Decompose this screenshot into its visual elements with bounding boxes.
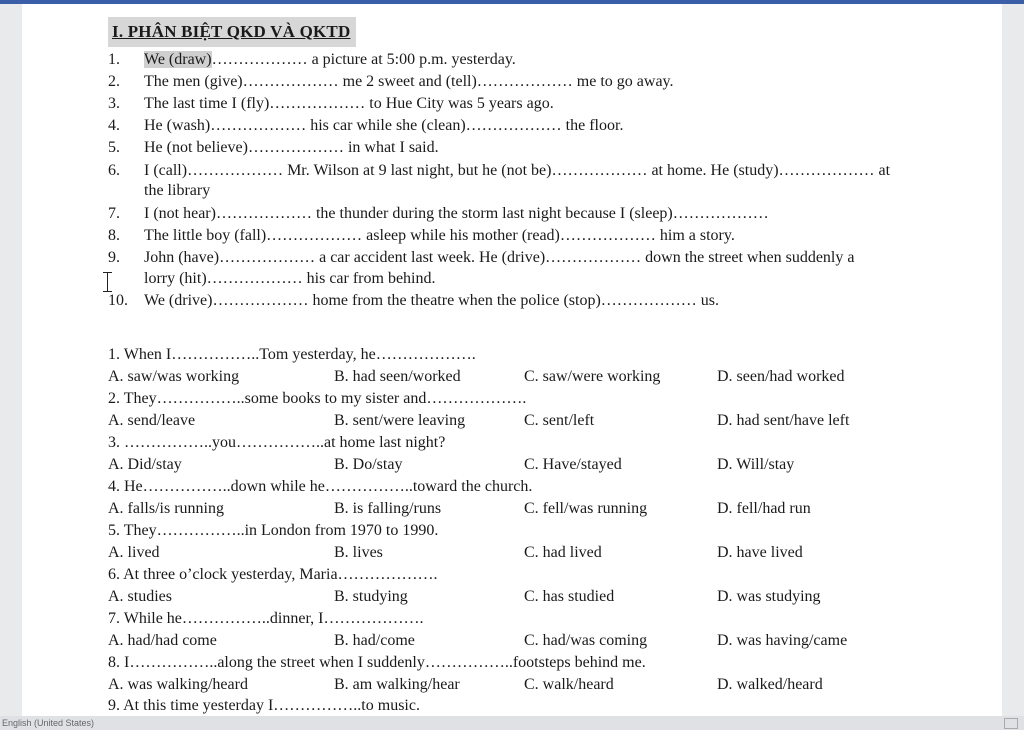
item-number: 7. xyxy=(108,205,120,222)
mc-question-4: 4. He……………..down while he……………..toward the church. xyxy=(108,478,533,495)
mc-option-d: D. was studying xyxy=(717,588,821,605)
item-text: He (wash)……………… his car while she (clean)……………… the floor. xyxy=(144,117,624,134)
item-text: The little boy (fall)……………… asleep while his mother (read)……………… him a story. xyxy=(144,227,735,244)
item-number: 1. xyxy=(108,51,120,68)
mc-option-c: C. Have/stayed xyxy=(524,456,622,473)
mc-question-6: 6. At three o’clock yesterday, Maria………………. xyxy=(108,566,438,583)
mc-option-b: B. is falling/runs xyxy=(334,500,442,517)
mc-option-a: A. send/leave xyxy=(108,412,196,429)
mc-option-a: A. falls/is running xyxy=(108,500,224,517)
item-number: 10. xyxy=(108,292,128,309)
mc-option-c: C. saw/were working xyxy=(524,368,661,385)
mc-option-a: A. Did/stay xyxy=(108,456,182,473)
text-cursor-icon xyxy=(103,272,112,292)
mc-question-8: 8. I……………..along the street when I suddenly……………..footsteps behind me. xyxy=(108,654,646,671)
mc-question-5: 5. They……………..in London from 1970 to 1990. xyxy=(108,522,439,539)
mc-option-a: A. saw/was working xyxy=(108,368,240,385)
mc-option-a: A. lived xyxy=(108,544,160,561)
item-text: We (drive)……………… home from the theatre when the police (stop)……………… us. xyxy=(144,292,720,309)
item-text: I (not hear)……………… the thunder during the storm last night because I (sleep)……………… xyxy=(144,205,769,222)
language-indicator[interactable]: English (United States) xyxy=(2,718,95,728)
mc-option-c: C. fell/was running xyxy=(524,500,648,517)
mc-question-1: 1. When I……………..Tom yesterday, he………………. xyxy=(108,346,476,363)
mc-option-d: D. was having/came xyxy=(717,632,848,649)
mc-option-c: C. sent/left xyxy=(524,412,595,429)
item-text: ……………… a picture at 5:00 p.m. yesterday. xyxy=(211,51,516,68)
mc-option-a: A. studies xyxy=(108,588,172,605)
status-bar xyxy=(0,716,1024,730)
item-number: 4. xyxy=(108,117,120,134)
mc-option-d: D. seen/had worked xyxy=(717,368,845,385)
item-text: I (call)……………… Mr. Wilson at 9 last night, but he (not be)……………… at home. He (study)……………… at xyxy=(144,162,891,179)
mc-option-c: C. had lived xyxy=(524,544,602,561)
mc-option-b: B. sent/were leaving xyxy=(334,412,466,429)
mc-question-3: 3. ……………..you……………..at home last night? xyxy=(108,434,446,451)
item-number: 8. xyxy=(108,227,120,244)
exercise-line-6-cont: the library xyxy=(144,182,211,199)
item-text: He (not believe)……………… in what I said. xyxy=(144,139,439,156)
mc-option-d: D. fell/had run xyxy=(717,500,811,517)
mc-option-b: B. had seen/worked xyxy=(334,368,461,385)
mc-option-d: D. Will/stay xyxy=(717,456,795,473)
item-text: The men (give)……………… me 2 sweet and (tell)……………… me to go away. xyxy=(144,73,674,90)
exercise-line-9-cont: lorry (hit)……………… his car from behind. xyxy=(144,270,436,287)
mc-question-9: 9. At this time yesterday I……………..to music. xyxy=(108,697,420,714)
item-text: The last time I (fly)……………… to Hue City was 5 years ago. xyxy=(144,95,554,112)
mc-option-c: C. walk/heard xyxy=(524,676,614,693)
item-number: 2. xyxy=(108,73,120,90)
section-heading: I. PHÂN BIỆT QKD VÀ QKTD xyxy=(108,17,356,47)
item-number: 5. xyxy=(108,139,120,156)
mc-option-b: B. lives xyxy=(334,544,383,561)
item-number: 6. xyxy=(108,162,120,179)
mc-option-a: A. had/had come xyxy=(108,632,217,649)
mc-question-7: 7. While he……………..dinner, I………………. xyxy=(108,610,424,627)
mc-question-2: 2. They……………..some books to my sister and………………. xyxy=(108,390,527,407)
layout-view-icon[interactable] xyxy=(1004,718,1018,729)
item-text: John (have)……………… a car accident last week. He (drive)……………… down the street when suddenly a xyxy=(144,249,855,266)
mc-option-b: B. studying xyxy=(334,588,408,605)
highlighted-text: We (draw) xyxy=(144,51,212,68)
mc-option-c: C. has studied xyxy=(524,588,615,605)
mc-option-d: D. had sent/have left xyxy=(717,412,850,429)
item-number: 9. xyxy=(108,249,120,266)
mc-option-b: B. had/come xyxy=(334,632,415,649)
mc-option-c: C. had/was coming xyxy=(524,632,648,649)
document-page[interactable] xyxy=(22,4,1002,716)
mc-option-d: D. have lived xyxy=(717,544,803,561)
item-number: 3. xyxy=(108,95,120,112)
mc-option-b: B. Do/stay xyxy=(334,456,403,473)
mc-option-a: A. was walking/heard xyxy=(108,676,248,693)
mc-option-d: D. walked/heard xyxy=(717,676,823,693)
mc-option-b: B. am walking/hear xyxy=(334,676,460,693)
